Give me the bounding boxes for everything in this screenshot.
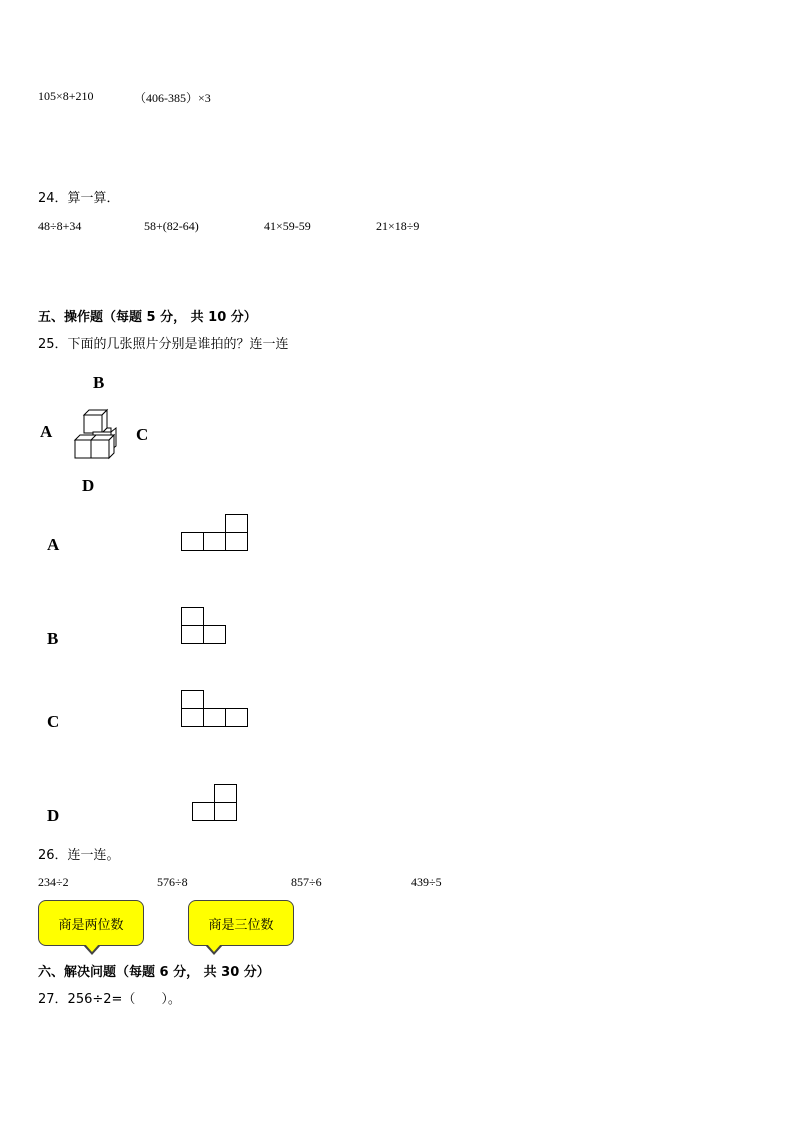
bubble-three-digit-label: 商是三位数 <box>208 917 274 933</box>
question-27-label: 27．256÷2=（ ）。 <box>38 992 181 1007</box>
position-label-left: A <box>40 422 53 441</box>
expression-top-1: 105×8+210 <box>38 89 94 103</box>
section-5-title: 五、操作题（每题 5 分， 共 10 分） <box>38 310 257 325</box>
photo-label-c: C <box>47 712 60 731</box>
photo-view-a <box>180 513 250 552</box>
q24-expression-3: 41×59-59 <box>264 219 311 233</box>
photo-label-d: D <box>47 806 60 825</box>
q26-expression-3: 857÷6 <box>291 875 322 889</box>
expression-top-2: （406-385）×3 <box>134 91 211 105</box>
bubble-two-digit-quotient[interactable] <box>38 900 144 946</box>
q24-expression-2: 58+(82-64) <box>144 219 199 233</box>
photo-view-d <box>191 783 239 822</box>
photo-view-c <box>180 689 250 728</box>
question-25-label: 25．下面的几张照片分别是谁拍的？连一连 <box>38 337 289 352</box>
photo-label-a: A <box>47 535 60 554</box>
position-label-right: C <box>136 425 149 444</box>
bubble-tail-fill <box>85 944 99 952</box>
q24-expression-1: 48÷8+34 <box>38 219 82 233</box>
q24-expression-4: 21×18÷9 <box>376 219 420 233</box>
cube-stack-figure <box>70 406 122 462</box>
question-24-label: 24．算一算． <box>38 191 120 206</box>
position-label-top: B <box>93 373 105 392</box>
section-6-title: 六、解决问题（每题 6 分， 共 30 分） <box>38 965 270 980</box>
q26-expression-2: 576÷8 <box>157 875 188 889</box>
question-26-label: 26．连一连。 <box>38 848 120 863</box>
bubble-three-digit-quotient[interactable] <box>188 900 294 946</box>
position-label-bottom: D <box>82 476 95 495</box>
photo-view-b <box>180 606 228 645</box>
q26-expression-4: 439÷5 <box>411 875 442 889</box>
q26-expression-1: 234÷2 <box>38 875 69 889</box>
bubble-two-digit-label: 商是两位数 <box>58 917 124 933</box>
photo-label-b: B <box>47 629 59 648</box>
bubble-tail-fill <box>207 944 221 952</box>
